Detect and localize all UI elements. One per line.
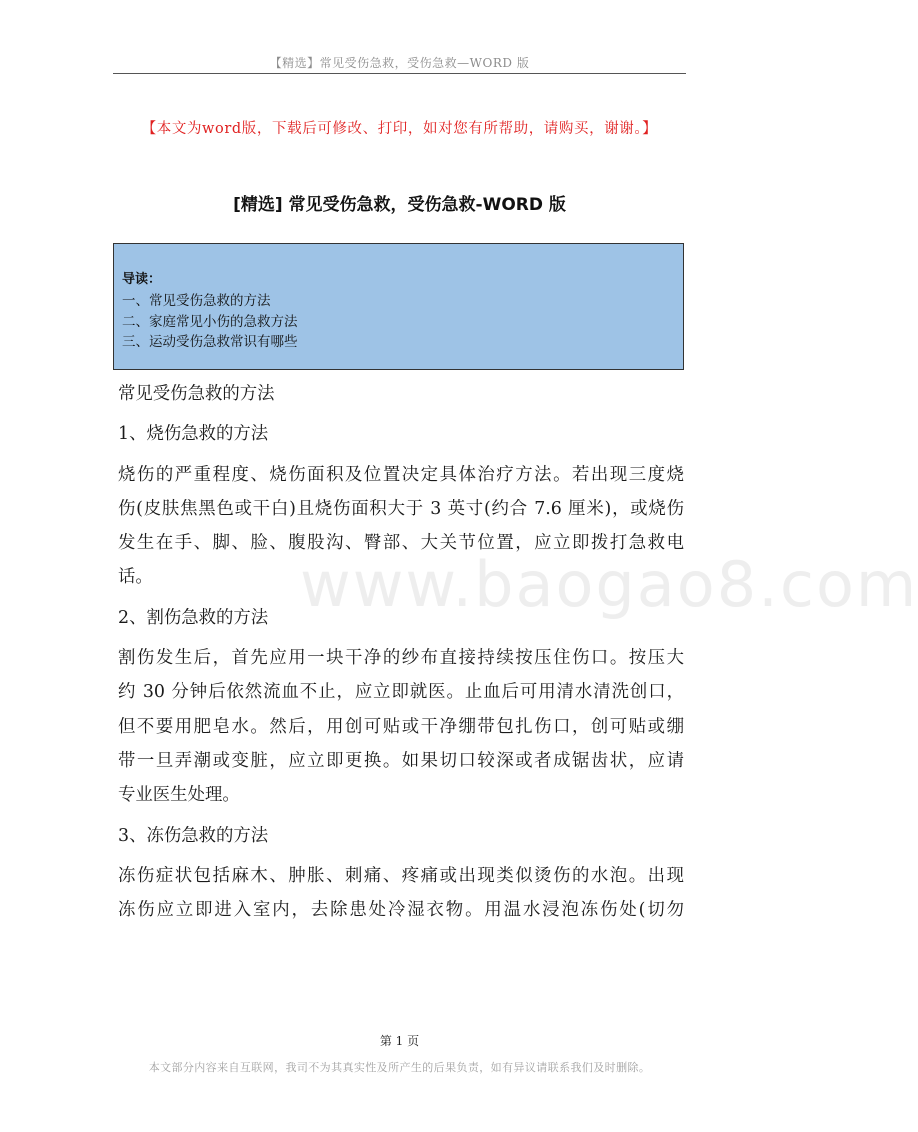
running-header: 【精选】常见受伤急救，受伤急救—WORD 版 <box>269 56 530 70</box>
guide-item: 三、运动受伤急救常识有哪些 <box>122 334 298 350</box>
paragraph-line: 但不要用肥皂水。然后，用创可贴或干净绷带包扎伤口，创可贴或绷 <box>118 716 684 737</box>
paragraph-line: 割伤发生后，首先应用一块干净的纱布直接持续按压住伤口。按压大 <box>118 648 684 669</box>
paragraph-line: 烧伤的严重程度、烧伤面积及位置决定具体治疗方法。若出现三度烧 <box>118 464 684 485</box>
paragraph-line: 约 30 分钟后依然流血不止，应立即就医。止血后可用清水清洗创口， <box>118 682 684 703</box>
paragraph-line: 带一旦弄潮或变脏，应立即更换。如果切口较深或者成锯齿状，应请 <box>118 750 684 771</box>
page-number: 第 1 页 <box>379 1034 420 1048</box>
guide-item: 二、家庭常见小伤的急救方法 <box>122 313 298 330</box>
paragraph-line: 冻伤症状包括麻木、肿胀、刺痛、疼痛或出现类似烫伤的水泡。出现 <box>118 865 684 886</box>
paragraph-line: 冻伤应立即进入室内，去除患处冷湿衣物。用温水浸泡冻伤处(切勿 <box>118 900 684 921</box>
document-body <box>118 377 684 927</box>
paragraph-line: 话。 <box>118 567 153 588</box>
paragraph <box>118 859 684 928</box>
header-divider <box>113 73 686 74</box>
guide-box <box>113 243 684 370</box>
body-heading: 常见受伤急救的方法 <box>118 384 275 404</box>
section-title: 1、烧伤急救的方法 <box>118 424 269 445</box>
paragraph <box>118 458 684 595</box>
paragraph <box>118 641 684 812</box>
footer-disclaimer: 本文部分内容来自互联网，我司不为其真实性及所产生的后果负责，如有异议请联系我们及时删除。 <box>148 1061 651 1074</box>
paragraph-line: 伤(皮肤焦黑色或干白)且烧伤面积大于 3 英寸(约合 7.6 厘米)，或烧伤 <box>118 498 684 519</box>
guide-item: 一、常见受伤急救的方法 <box>122 293 271 309</box>
guide-label: 导读： <box>122 272 162 287</box>
section-title: 3、冻伤急救的方法 <box>118 825 269 846</box>
watermark: www.baogao8.com <box>300 548 918 621</box>
document-title: [精选] 常见受伤急救，受伤急救-WORD 版 <box>233 195 566 215</box>
paragraph-line: 专业医生处理。 <box>118 785 240 806</box>
paragraph-line: 发生在手、脚、脸、腹股沟、臀部、大关节位置，应立即拨打急救电 <box>118 533 684 554</box>
section-title: 2、割伤急救的方法 <box>118 607 269 628</box>
purchase-notice: 【本文为word版，下载后可修改、打印，如对您有所帮助，请购买，谢谢。】 <box>141 121 658 137</box>
